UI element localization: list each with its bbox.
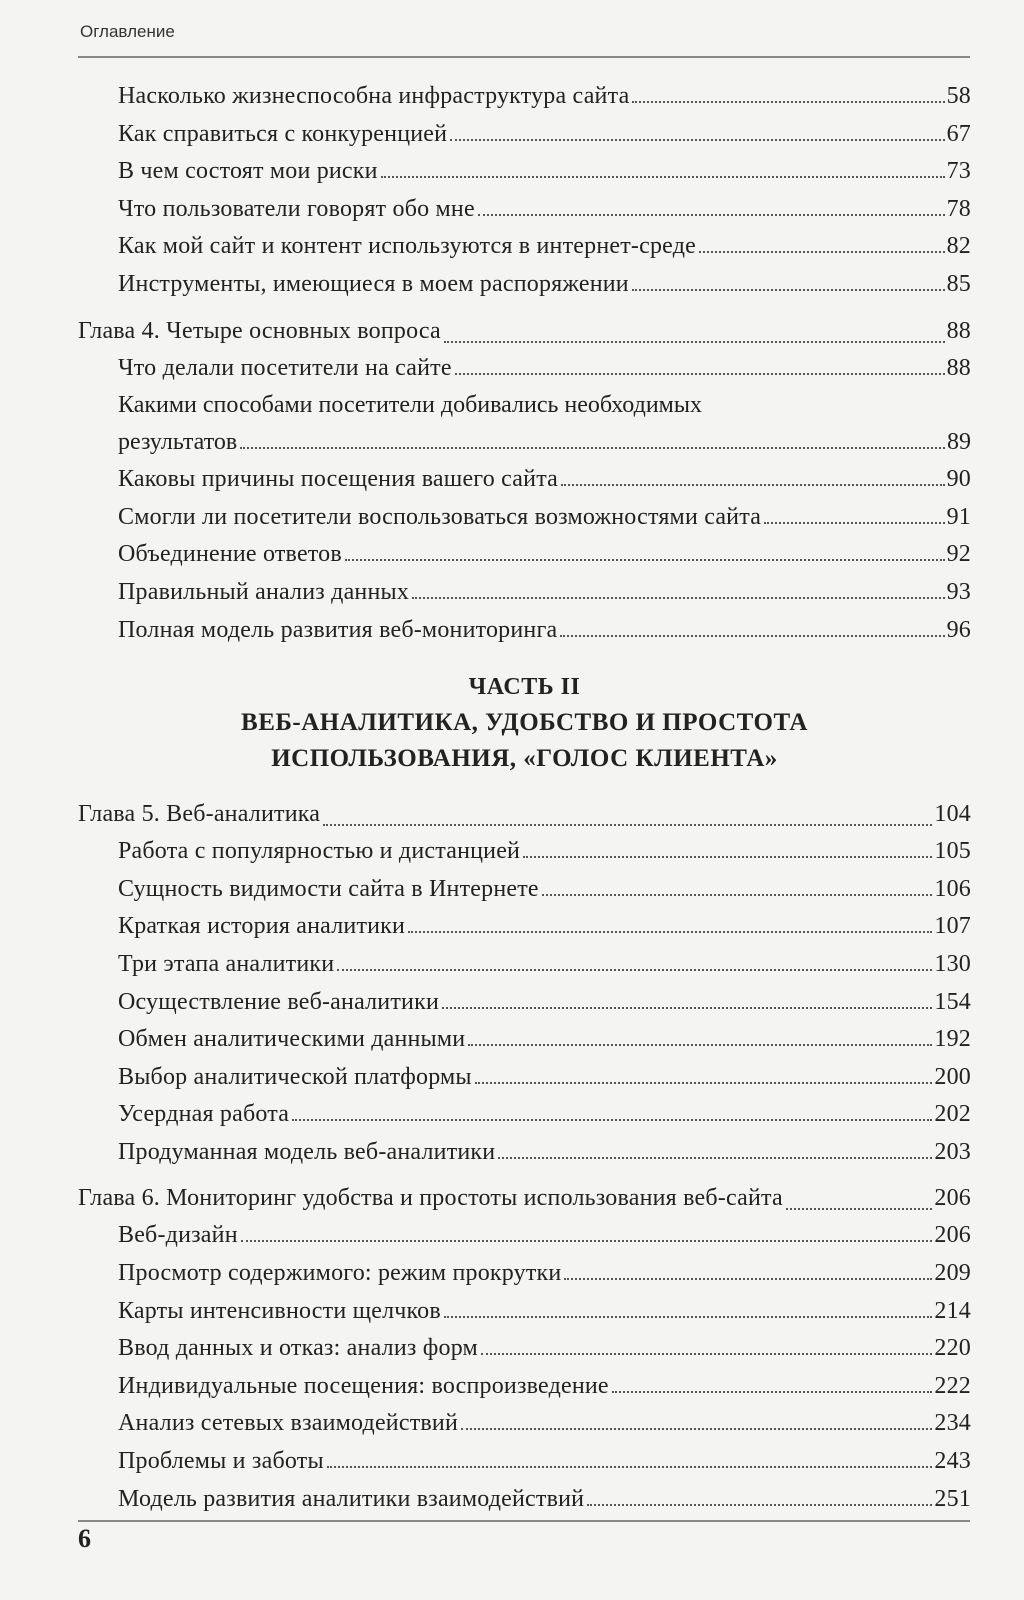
dot-leader <box>292 1119 932 1121</box>
toc-section-entry <box>78 499 971 537</box>
dot-leader <box>542 894 933 896</box>
dot-leader <box>455 373 945 375</box>
toc-entry-page: 200 <box>934 1063 971 1090</box>
toc-section-entry <box>78 574 971 612</box>
toc-entry-page: 104 <box>934 801 971 828</box>
toc-entry-title: Краткая история аналитики <box>118 913 406 940</box>
toc-entry-title: Проблемы и заботы <box>118 1448 324 1475</box>
toc-entry-page: 222 <box>934 1372 971 1399</box>
toc-entry-title-line1: Какими способами посетители добивались необходимых <box>118 392 702 419</box>
toc-entry-title: Каковы причины посещения вашего сайта <box>118 466 559 493</box>
dot-leader <box>241 1240 933 1242</box>
part-number: ЧАСТЬ II <box>468 674 581 701</box>
toc-section-entry <box>78 871 971 909</box>
page-number: 6 <box>78 1524 91 1553</box>
toc-entry-title: Сущность видимости сайта в Интернете <box>118 875 539 902</box>
dot-leader <box>632 101 944 103</box>
toc-section-entry <box>78 1330 971 1368</box>
toc-entry-title: Смогли ли посетители воспользоваться возможностями сайта <box>118 503 762 530</box>
toc-section-entry <box>78 78 971 116</box>
dot-leader <box>323 824 932 826</box>
toc-section-entry <box>78 1405 971 1443</box>
toc-chapter-entry <box>78 1171 971 1217</box>
dot-leader <box>450 139 944 141</box>
dot-leader <box>612 1391 933 1393</box>
toc-section-entry <box>78 908 971 946</box>
toc-section-entry <box>78 1255 971 1293</box>
toc-entry-title: Работа с популярностью и дистанцией <box>118 838 521 865</box>
toc-entry-title: Усердная работа <box>118 1101 290 1128</box>
dot-leader <box>461 1428 932 1430</box>
dot-leader <box>587 1504 932 1506</box>
toc-entry-title: Что делали посетители на сайте <box>118 354 452 381</box>
part-title-line2: ИСПОЛЬЗОВАНИЯ, «ГОЛОС КЛИЕНТА» <box>271 745 778 773</box>
toc-entry-page: 206 <box>934 1185 971 1212</box>
toc-entry-title: Правильный анализ данных <box>118 578 410 605</box>
toc-entry-title: Глава 5. Веб-аналитика <box>78 801 321 828</box>
toc-entry-page: 106 <box>934 875 971 902</box>
dot-leader <box>442 1007 932 1009</box>
toc-entry-page: 130 <box>934 950 971 977</box>
toc-entry-page: 96 <box>946 616 971 643</box>
toc-section-entry <box>78 1217 971 1255</box>
toc-entry-title: Анализ сетевых взаимодействий <box>118 1410 459 1437</box>
dot-leader <box>498 1157 932 1159</box>
toc-group-chapter-4-rest <box>78 461 971 649</box>
toc-section-entry <box>78 461 971 499</box>
toc-entry-title: В чем состоят мои риски <box>118 158 378 185</box>
toc-entry-title: Выбор аналитической платформы <box>118 1063 472 1090</box>
toc-entry-title: Инструменты, имеющиеся в моем распоряжении <box>118 270 629 297</box>
toc-entry-page: 154 <box>934 988 971 1015</box>
footer-rule <box>78 1520 970 1522</box>
dot-leader <box>478 214 945 216</box>
toc-entry-page: 90 <box>946 466 971 493</box>
dot-leader <box>564 1278 932 1280</box>
toc-entry-title: Насколько жизнеспособна инфраструктура сайта <box>118 83 630 109</box>
running-head: Оглавление <box>80 22 175 41</box>
dot-leader <box>481 1353 932 1355</box>
toc-section-entry <box>78 536 971 574</box>
dot-leader <box>240 447 945 449</box>
dot-leader <box>475 1082 933 1084</box>
toc-entry-page: 58 <box>946 83 971 109</box>
dot-leader <box>632 289 945 291</box>
toc-entry-page: 82 <box>946 233 971 260</box>
toc-entry-page: 206 <box>934 1222 971 1249</box>
toc-entry-page: 85 <box>946 270 971 297</box>
toc-entry-page: 203 <box>934 1138 971 1165</box>
toc-chapter-entry <box>78 304 971 350</box>
toc-entry-page: 78 <box>946 195 971 222</box>
toc-section-entry <box>78 153 971 191</box>
toc-entry-title: Как мой сайт и контент используются в интернет-среде <box>118 233 696 260</box>
toc-entry-page: 88 <box>946 354 971 381</box>
toc-entry-page: 105 <box>934 838 971 865</box>
toc-section-entry <box>78 833 971 871</box>
toc-entry-page: 73 <box>946 158 971 185</box>
toc-section-entry <box>78 191 971 229</box>
dot-leader <box>337 969 932 971</box>
toc-entry-page: 214 <box>934 1297 971 1324</box>
dot-leader <box>699 251 945 253</box>
toc-entry-title: Индивидуальные посещения: воспроизведение <box>118 1372 609 1399</box>
toc-entry-title: Продуманная модель веб-аналитики <box>118 1138 496 1165</box>
toc-entry-page: 202 <box>934 1101 971 1128</box>
toc-section-entry <box>78 266 971 304</box>
toc-entry-title: Как справиться с конкуренцией <box>118 120 448 147</box>
toc-entry-page: 88 <box>946 317 971 344</box>
toc-section-entry <box>78 1368 971 1406</box>
toc-entry-title: Карты интенсивности щелчков <box>118 1297 441 1324</box>
toc-section-entry <box>78 1443 971 1481</box>
toc-section-entry <box>78 350 971 388</box>
toc-section-entry <box>78 1134 971 1172</box>
toc-entry-page: 93 <box>946 578 971 605</box>
dot-leader <box>444 1316 932 1318</box>
toc-entry-title: Глава 4. Четыре основных вопроса <box>78 317 441 344</box>
dot-leader <box>408 931 932 933</box>
toc-entry-title-line2-row <box>118 424 971 461</box>
toc-entry-title: Три этапа аналитики <box>118 950 335 977</box>
toc-entry-title-line2: результатов <box>118 429 238 456</box>
toc-entry-page: 209 <box>934 1260 971 1287</box>
toc-entry-page: 107 <box>934 913 971 940</box>
toc-entry-multiline <box>78 387 971 461</box>
toc-entry-title: Веб-дизайн <box>118 1222 238 1249</box>
dot-leader <box>523 856 932 858</box>
toc-entry-title: Модель развития аналитики взаимодействий <box>118 1485 585 1512</box>
toc-entry-page: 89 <box>947 429 971 456</box>
toc-entry-page: 91 <box>946 503 971 530</box>
dot-leader <box>345 559 945 561</box>
toc-entry-page: 67 <box>946 120 971 147</box>
toc-section-entry <box>78 116 971 154</box>
dot-leader <box>381 176 945 178</box>
toc-chapter-entry <box>78 787 971 833</box>
dot-leader <box>468 1044 932 1046</box>
toc-entry-title: Осуществление веб-аналитики <box>118 988 439 1015</box>
toc-section-entry <box>78 1293 971 1331</box>
dot-leader <box>561 484 945 486</box>
toc-entry-page: 92 <box>946 541 971 568</box>
toc-entry-title: Полная модель развития веб-мониторинга <box>118 616 558 643</box>
dot-leader <box>764 522 945 524</box>
toc-entry-page: 243 <box>934 1448 971 1475</box>
toc-section-entry <box>78 228 971 266</box>
dot-leader <box>327 1466 933 1468</box>
toc-entry-title: Что пользователи говорят обо мне <box>118 195 475 222</box>
toc-section-entry <box>78 1481 971 1519</box>
toc-section-entry <box>78 1059 971 1097</box>
toc-entry-title: Обмен аналитическими данными <box>118 1026 466 1053</box>
toc-section-entry <box>78 946 971 984</box>
toc-entry-title: Объединение ответов <box>118 541 342 568</box>
part-title-line1: ВЕБ-АНАЛИТИКА, УДОБСТВО И ПРОСТОТА <box>241 709 808 737</box>
part-heading <box>78 669 971 777</box>
dot-leader <box>412 597 945 599</box>
toc-entry-page: 220 <box>934 1335 971 1362</box>
toc-entry-title: Просмотр содержимого: режим прокрутки <box>118 1260 562 1287</box>
table-of-contents <box>78 78 971 1518</box>
dot-leader <box>444 341 945 343</box>
toc-section-entry <box>78 1021 971 1059</box>
toc-entry-page: 234 <box>934 1410 971 1437</box>
toc-section-entry <box>78 612 971 650</box>
toc-section-entry <box>78 984 971 1022</box>
toc-group-chapter-5-6 <box>78 787 971 1518</box>
toc-section-entry <box>78 1096 971 1134</box>
toc-entry-page: 192 <box>934 1026 971 1053</box>
dot-leader <box>560 635 944 637</box>
toc-entry-page: 251 <box>934 1485 971 1512</box>
toc-entry-title: Ввод данных и отказ: анализ форм <box>118 1335 478 1362</box>
dot-leader <box>786 1208 933 1210</box>
header-rule <box>78 56 970 58</box>
toc-group-chapter-3-4 <box>78 78 971 387</box>
toc-entry-title: Глава 6. Мониторинг удобства и простоты использования веб-сайта <box>78 1185 783 1212</box>
